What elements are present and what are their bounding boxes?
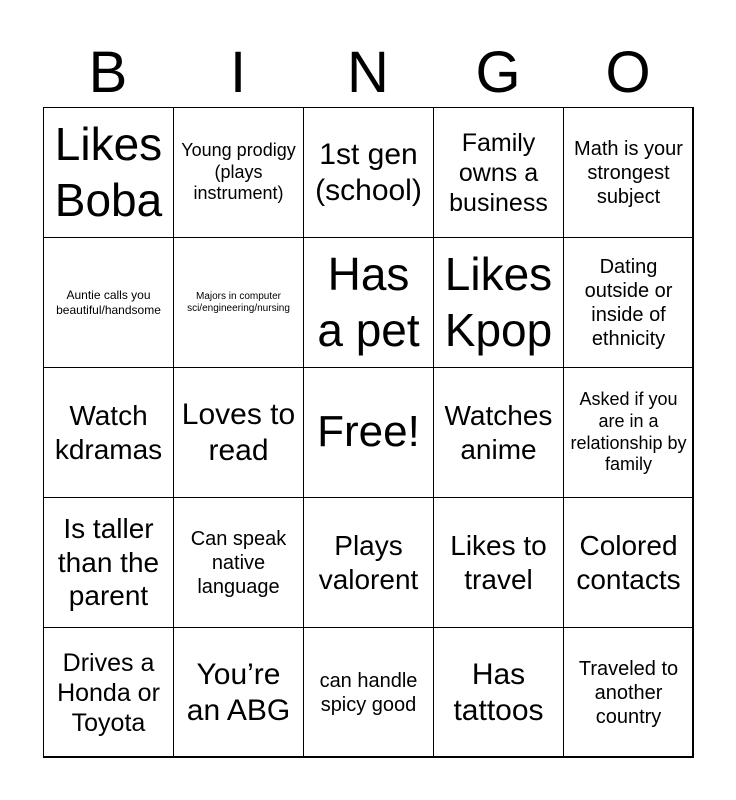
- bingo-cell[interactable]: Math is your strongest subject: [564, 108, 694, 238]
- header-letter-b: B: [88, 40, 128, 105]
- bingo-cell[interactable]: Can speak native language: [174, 498, 304, 628]
- bingo-cell[interactable]: Majors in computer sci/engineering/nursing: [174, 238, 304, 368]
- bingo-cell[interactable]: Is taller than the parent: [44, 498, 174, 628]
- bingo-header: [43, 38, 693, 108]
- bingo-cell[interactable]: Young prodigy (plays instrument): [174, 108, 304, 238]
- bingo-board: [43, 107, 693, 757]
- bingo-cell[interactable]: Watch kdramas: [44, 368, 174, 498]
- bingo-cell[interactable]: Dating outside or inside of ethnicity: [564, 238, 694, 368]
- bingo-cell[interactable]: Likes Boba: [44, 108, 174, 238]
- bingo-cell-free[interactable]: Free!: [304, 368, 434, 498]
- bingo-cell[interactable]: Has a pet: [304, 238, 434, 368]
- bingo-cell[interactable]: Likes to travel: [434, 498, 564, 628]
- bingo-cell[interactable]: Watches anime: [434, 368, 564, 498]
- bingo-cell[interactable]: Likes Kpop: [434, 238, 564, 368]
- bingo-cell[interactable]: Traveled to another country: [564, 628, 694, 758]
- header-letter-o: O: [605, 40, 651, 105]
- bingo-row: [44, 498, 694, 628]
- bingo-cell[interactable]: You’re an ABG: [174, 628, 304, 758]
- bingo-cell[interactable]: Colored contacts: [564, 498, 694, 628]
- bingo-cell[interactable]: can handle spicy good: [304, 628, 434, 758]
- header-letter-g: G: [475, 40, 521, 105]
- header-letter-i: I: [229, 40, 247, 105]
- bingo-row: [44, 368, 694, 498]
- bingo-cell[interactable]: Loves to read: [174, 368, 304, 498]
- bingo-cell[interactable]: 1st gen (school): [304, 108, 434, 238]
- bingo-cell[interactable]: Drives a Honda or Toyota: [44, 628, 174, 758]
- bingo-row: [44, 628, 694, 758]
- bingo-cell[interactable]: Asked if you are in a relationship by family: [564, 368, 694, 498]
- bingo-row: [44, 238, 694, 368]
- bingo-cell[interactable]: Auntie calls you beautiful/handsome: [44, 238, 174, 368]
- bingo-cell[interactable]: Has tattoos: [434, 628, 564, 758]
- bingo-cell[interactable]: Family owns a business: [434, 108, 564, 238]
- bingo-cell[interactable]: Plays valorent: [304, 498, 434, 628]
- bingo-row: [44, 108, 694, 238]
- bingo-grid: [43, 107, 694, 758]
- header-letter-n: N: [347, 40, 389, 105]
